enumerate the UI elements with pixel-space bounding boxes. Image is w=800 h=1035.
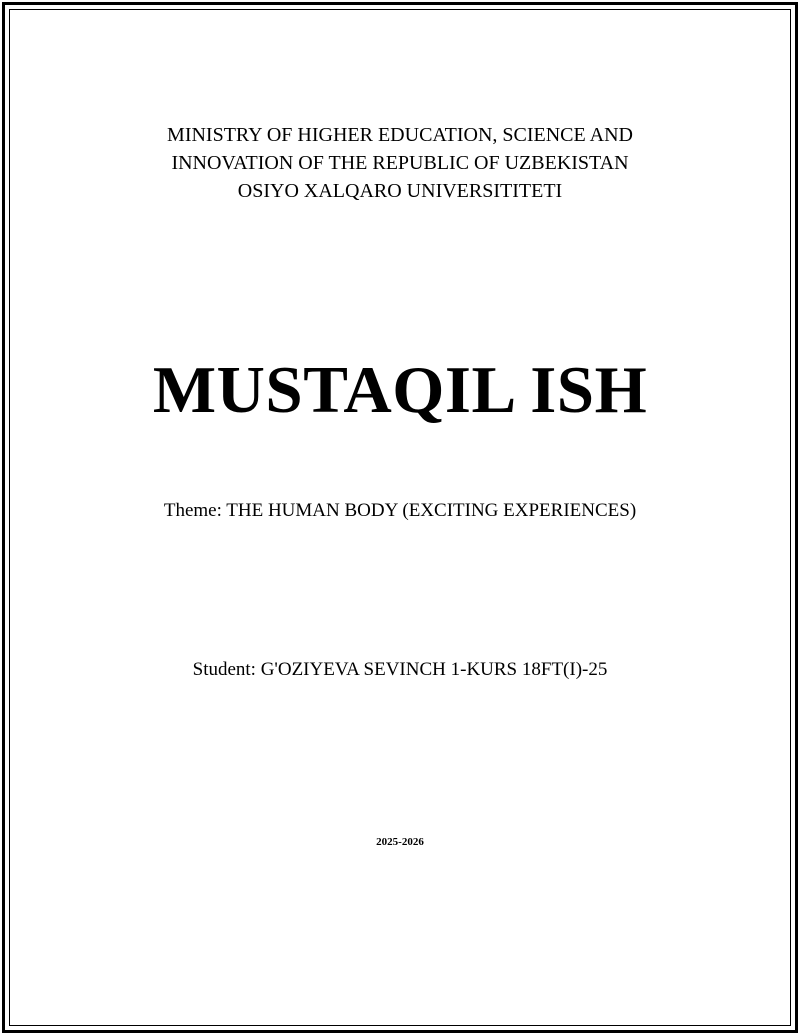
header-line-republic: INNOVATION OF THE REPUBLIC OF UZBEKISTAN xyxy=(171,152,629,174)
institution-header xyxy=(0,121,800,205)
academic-year: 2025-2026 xyxy=(376,836,424,848)
theme-text: Theme: THE HUMAN BODY (EXCITING EXPERIENCES) xyxy=(163,500,637,521)
student-info: Student: G'OZIYEVA SEVINCH 1-KURS 18FT(I)-25 xyxy=(192,659,608,680)
document-title: MUSTAQIL ISH xyxy=(152,353,648,427)
header-line-university: OSIYO XALQARO UNIVERSITITETI xyxy=(237,180,563,202)
header-line-ministry: MINISTRY OF HIGHER EDUCATION, SCIENCE AND xyxy=(167,124,633,146)
